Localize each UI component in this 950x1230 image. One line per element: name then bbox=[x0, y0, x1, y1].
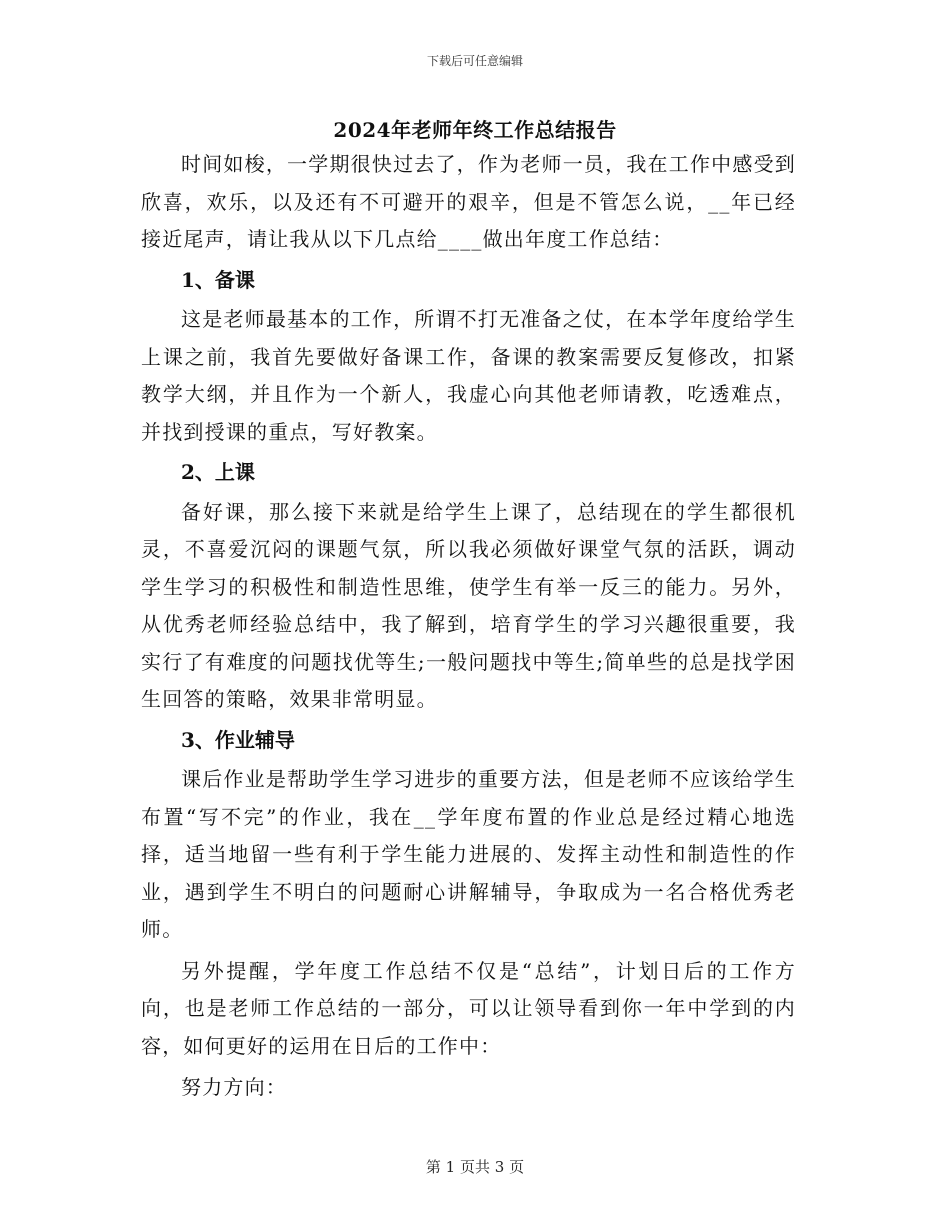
section-body-teaching: 备好课，那么接下来就是给学生上课了，总结现在的学生都很机灵，不喜爱沉闷的课题气氛，所以我必须做好课堂气氛的活跃，调动学生学习的积极性和制造性思维，使学生有举一反三的能力。另外，从优秀老师经验总结中，我了解到，培育学生的学习兴趣很重要，我实行了有难度的问题找优等生;一般问题找中等生;简单些的总是找学困生回答的策略，效果非常明显。 bbox=[141, 499, 796, 711]
section-body-preparation: 这是老师最基本的工作，所谓不打无准备之仗，在本学年度给学生上课之前，我首先要做好备课工作，备课的教案需要反复修改，扣紧教学大纲，并且作为一个新人，我虚心向其他老师请教，吃透难点，并找到授课的重点，写好教案。 bbox=[141, 307, 796, 444]
closing-paragraph: 另外提醒，学年度工作总结不仅是“总结”，计划日后的工作方向，也是老师工作总结的一部分，可以让领导看到你一年中学到的内容，如何更好的运用在日后的工作中： bbox=[141, 958, 796, 1058]
section-heading-homework: 3、作业辅导 bbox=[181, 727, 295, 752]
document-body bbox=[141, 146, 796, 1107]
section-heading-preparation: 1、备课 bbox=[181, 267, 255, 292]
section-body-homework: 课后作业是帮助学生学习进步的重要方法，但是老师不应该给学生布置“写不完”的作业，我在__学年度布置的作业总是经过精心地选择，适当地留一些有利于学生能力进展的、发挥主动性和制造性的作业，遇到学生不明白的问题耐心讲解辅导，争取成为一名合格优秀老师。 bbox=[141, 767, 796, 941]
last-line: 努力方向： bbox=[181, 1075, 287, 1099]
page-footer: 第 1 页共 3 页 bbox=[425, 1158, 525, 1176]
page-header: 下载后可任意编辑 bbox=[426, 54, 523, 68]
document-title: 2024年老师年终工作总结报告 bbox=[333, 118, 617, 142]
section-heading-teaching: 2、上课 bbox=[181, 460, 255, 484]
intro-paragraph: 时间如梭，一学期很快过去了，作为老师一员，我在工作中感受到欣喜，欢乐，以及还有不可避开的艰辛，但是不管怎么说，__年已经接近尾声，请让我从以下几点给____做出年度工作总结： bbox=[141, 152, 796, 251]
